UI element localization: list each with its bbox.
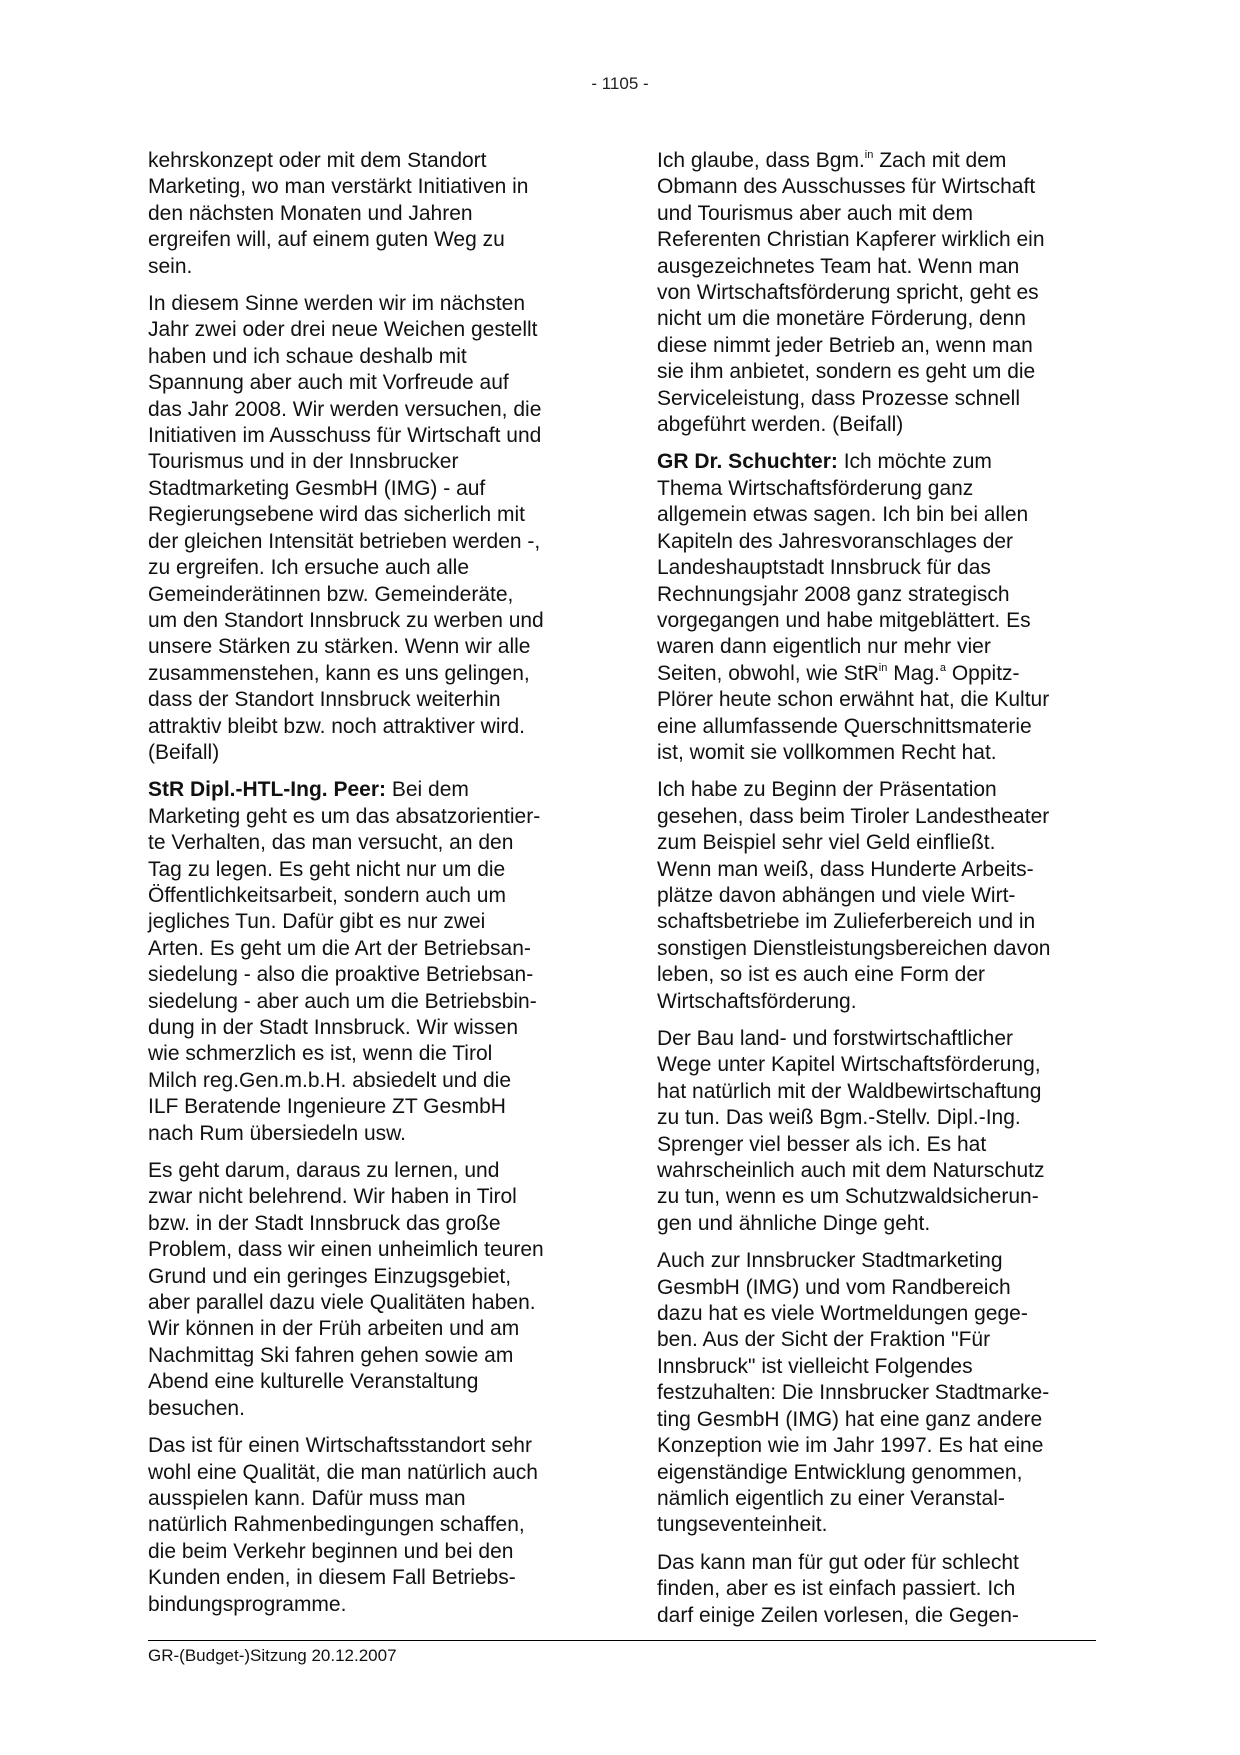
text-line: Öffentlichkeitsarbeit, sondern auch um bbox=[148, 883, 506, 907]
text-line: In diesem Sinne werden wir im nächsten bbox=[148, 292, 526, 316]
text-line: von Wirtschaftsförderung spricht, geht es bbox=[657, 281, 1039, 305]
text-line: attraktiv bleibt bzw. noch attraktiver wird. bbox=[148, 714, 525, 738]
text-line: dung in der Stadt Innsbruck. Wir wissen bbox=[148, 1016, 519, 1039]
footer-text: GR-(Budget-)Sitzung 20.12.2007 bbox=[148, 1646, 397, 1665]
text-line: plätze davon abhängen und viele Wirt- bbox=[657, 883, 1016, 907]
text-line: Milch reg.Gen.m.b.H. absiedelt und die bbox=[148, 1068, 512, 1092]
text-line: Marketing geht es um das absatzorientier- bbox=[148, 804, 541, 828]
text-line: eine allumfassende Querschnittsmaterie bbox=[657, 714, 1032, 738]
text-line: sein. bbox=[148, 254, 193, 278]
text-line: Thema Wirtschaftsförderung ganz bbox=[657, 476, 974, 500]
text-line: Rechnungsjahr 2008 ganz strategisch bbox=[657, 582, 1010, 606]
text-line: nach Rum übersiedeln usw. bbox=[148, 1121, 406, 1145]
text-line: nämlich eigentlich zu einer Veranstal- bbox=[657, 1486, 1005, 1510]
text-line: zwar nicht belehrend. Wir haben in Tirol bbox=[148, 1185, 517, 1209]
text-line: schaftsbetriebe im Zulieferbereich und in bbox=[657, 910, 1036, 934]
text-line: wahrscheinlich auch mit dem Naturschutz bbox=[657, 1159, 1045, 1183]
text-fragment: Seiten, obwohl, wie StR bbox=[657, 661, 879, 685]
speaker-name: StR Dipl.-HTL-Ing. Peer: bbox=[148, 778, 386, 802]
text-line: ben. Aus der Sicht der Fraktion "Für bbox=[657, 1328, 991, 1352]
text-line: und Tourismus aber auch mit dem bbox=[657, 201, 973, 225]
text-line: Initiativen im Ausschuss für Wirtschaft und bbox=[148, 424, 542, 448]
text-line: aber parallel dazu viele Qualitäten haben. bbox=[148, 1291, 536, 1315]
text-line: kehrskonzept oder mit dem Standort bbox=[148, 149, 487, 172]
right-column bbox=[657, 148, 1103, 1640]
text-line: Serviceleistung, dass Prozesse schnell bbox=[657, 386, 1021, 410]
text-line: zu ergreifen. Ich ersuche auch alle bbox=[148, 556, 470, 580]
text-line: vorgegangen und habe mitgeblättert. Es bbox=[657, 608, 1031, 632]
text-line: diese nimmt jeder Betrieb an, wenn man bbox=[657, 333, 1033, 357]
text-line: siedelung - also die proaktive Betriebsan- bbox=[148, 963, 534, 987]
text-line: Wir können in der Früh arbeiten und am bbox=[148, 1317, 520, 1341]
text-line: um den Standort Innsbruck zu werben und bbox=[148, 608, 544, 632]
text-line: haben und ich schaue deshalb mit bbox=[148, 344, 467, 368]
text-line: ist, womit sie vollkommen Recht hat. bbox=[657, 740, 997, 764]
text-line: Grund und ein geringes Einzugsgebiet, bbox=[148, 1264, 512, 1288]
text-line: Auch zur Innsbrucker Stadtmarketing bbox=[657, 1249, 1003, 1273]
text-line: Tourismus und in der Innsbrucker bbox=[148, 450, 459, 474]
text-line: festzuhalten: Die Innsbrucker Stadtmarke- bbox=[657, 1381, 1050, 1405]
paragraph bbox=[148, 1433, 594, 1618]
text-fragment: Oppitz- bbox=[946, 661, 1020, 685]
text-fragment: Ich möchte zum bbox=[837, 450, 992, 474]
paragraph bbox=[148, 291, 594, 766]
text-line: besuchen. bbox=[148, 1396, 245, 1420]
text-line: Nachmittag Ski fahren gehen sowie am bbox=[148, 1343, 514, 1367]
text-line: Landeshauptstadt Innsbruck für das bbox=[657, 556, 991, 580]
text-line: bindungsprogramme. bbox=[148, 1592, 347, 1616]
text-line: den nächsten Monaten und Jahren bbox=[148, 201, 473, 225]
text-line bbox=[657, 661, 1103, 687]
superscript: a bbox=[939, 661, 947, 674]
footer-divider bbox=[148, 1640, 1096, 1641]
text-fragment: Zach mit dem bbox=[873, 149, 1007, 172]
text-line: gen und ähnliche Dinge geht. bbox=[657, 1211, 931, 1235]
text-line: wie schmerzlich es ist, wenn die Tirol bbox=[148, 1042, 493, 1066]
text-line: Wege unter Kapitel Wirtschaftsförderung, bbox=[657, 1053, 1041, 1077]
paragraph bbox=[657, 1550, 1103, 1629]
text-line: ausgezeichnetes Team hat. Wenn man bbox=[657, 254, 1020, 278]
text-line: Der Bau land- und forstwirtschaftlicher bbox=[657, 1027, 1013, 1050]
text-line: abgeführt werden. (Beifall) bbox=[657, 413, 904, 437]
page-number: - 1105 - bbox=[591, 74, 649, 93]
text-line: Abend eine kulturelle Veranstaltung bbox=[148, 1370, 479, 1394]
text-line: Gemeinderätinnen bzw. Gemeinderäte, bbox=[148, 582, 514, 606]
text-line: dazu hat es viele Wortmeldungen gege- bbox=[657, 1302, 1028, 1326]
text-line bbox=[148, 777, 594, 803]
text-line: Obmann des Ausschusses für Wirtschaft bbox=[657, 175, 1036, 199]
text-line: Problem, dass wir einen unheimlich teuren bbox=[148, 1238, 544, 1262]
text-line: jegliches Tun. Dafür gibt es nur zwei bbox=[148, 910, 486, 934]
text-line: hat natürlich mit der Waldbewirtschaftung bbox=[657, 1079, 1042, 1103]
text-line: zu tun, wenn es um Schutzwaldsicherun- bbox=[657, 1185, 1039, 1209]
paragraph bbox=[657, 449, 1103, 766]
text-line: Das ist für einen Wirtschaftsstandort sehr bbox=[148, 1434, 532, 1458]
text-line: Spannung aber auch mit Vorfreude auf bbox=[148, 371, 509, 395]
text-line: Plörer heute schon erwähnt hat, die Kultur bbox=[657, 688, 1050, 712]
text-line: Das kann man für gut oder für schlecht bbox=[657, 1550, 1019, 1574]
text-line: ILF Beratende Ingenieure ZT GesmbH bbox=[148, 1095, 506, 1119]
text-line: zum Beispiel sehr viel Geld einfließt. bbox=[657, 831, 996, 855]
text-line: sie ihm anbietet, sondern es geht um die bbox=[657, 360, 1036, 384]
text-line: sonstigen Dienstleistungsbereichen davon bbox=[657, 936, 1051, 960]
text-line: allgemein etwas sagen. Ich bin bei allen bbox=[657, 503, 1029, 527]
text-line: leben, so ist es auch eine Form der bbox=[657, 963, 986, 987]
text-line: Innsbruck" ist vielleicht Folgendes bbox=[657, 1354, 973, 1378]
text-line: Stadtmarketing GesmbH (IMG) - auf bbox=[148, 476, 486, 500]
text-line: finden, aber es ist einfach passiert. Ich bbox=[657, 1577, 1016, 1601]
text-line: ting GesmbH (IMG) hat eine ganz andere bbox=[657, 1407, 1043, 1431]
text-line: bzw. in der Stadt Innsbruck das große bbox=[148, 1211, 501, 1235]
text-line: Referenten Christian Kapferer wirklich ein bbox=[657, 228, 1045, 252]
text-line: eigenständige Entwicklung genommen, bbox=[657, 1460, 1023, 1484]
text-line: Wirtschaftsförderung. bbox=[657, 989, 857, 1013]
text-line: darf einige Zeilen vorlesen, die Gegen- bbox=[657, 1603, 1019, 1627]
text-fragment: Mag. bbox=[887, 661, 940, 685]
paragraph bbox=[148, 777, 594, 1147]
paragraph bbox=[148, 1158, 594, 1422]
text-line: te Verhalten, das man versucht, an den bbox=[148, 831, 514, 855]
text-line: Konzeption wie im Jahr 1997. Es hat eine bbox=[657, 1434, 1044, 1458]
text-fragment: Bei dem bbox=[386, 778, 469, 802]
text-line: das Jahr 2008. Wir werden versuchen, die bbox=[148, 397, 542, 421]
text-line: unsere Stärken zu stärken. Wenn wir alle bbox=[148, 635, 531, 659]
text-line: Ich habe zu Beginn der Präsentation bbox=[657, 778, 997, 802]
text-line: Jahr zwei oder drei neue Weichen gestellt bbox=[148, 318, 538, 342]
text-line: natürlich Rahmenbedingungen schaffen, bbox=[148, 1513, 525, 1537]
text-line: Kunden enden, in diesem Fall Betriebs- bbox=[148, 1566, 516, 1590]
text-line: GesmbH (IMG) und vom Randbereich bbox=[657, 1275, 1011, 1299]
text-line: zusammenstehen, kann es uns gelingen, bbox=[148, 661, 530, 685]
text-fragment: Ich glaube, dass Bgm. bbox=[657, 149, 865, 172]
paragraph bbox=[148, 148, 594, 280]
text-line: Regierungsebene wird das sicherlich mit bbox=[148, 503, 526, 527]
text-line: der gleichen Intensität betrieben werden -, bbox=[148, 529, 541, 553]
paragraph bbox=[657, 148, 1103, 438]
text-line: dass der Standort Innsbruck weiterhin bbox=[148, 688, 501, 712]
paragraph bbox=[657, 1248, 1103, 1538]
text-line: Es geht darum, daraus zu lernen, und bbox=[148, 1159, 500, 1183]
text-line: wohl eine Qualität, die man natürlich auch bbox=[148, 1460, 538, 1484]
text-line: gesehen, dass beim Tiroler Landestheater bbox=[657, 804, 1050, 828]
text-line: ausspielen kann. Dafür muss man bbox=[148, 1486, 466, 1510]
text-line: (Beifall) bbox=[148, 740, 220, 764]
left-column bbox=[148, 148, 594, 1629]
superscript: in bbox=[878, 661, 888, 674]
text-line: Tag zu legen. Es geht nicht nur um die bbox=[148, 857, 506, 881]
text-line: Wenn man weiß, dass Hunderte Arbeits- bbox=[657, 857, 1034, 881]
text-line: siedelung - aber auch um die Betriebsbin- bbox=[148, 989, 537, 1013]
text-line bbox=[657, 449, 1103, 475]
superscript: in bbox=[864, 149, 874, 161]
speaker-name: GR Dr. Schuchter: bbox=[657, 450, 838, 474]
text-line: tungseventeinheit. bbox=[657, 1513, 828, 1537]
text-line: Marketing, wo man verstärkt Initiativen in bbox=[148, 175, 529, 199]
text-line: Sprenger viel besser als ich. Es hat bbox=[657, 1132, 987, 1156]
text-line: nicht um die monetäre Förderung, denn bbox=[657, 307, 1026, 331]
text-line: ergreifen will, auf einem guten Weg zu bbox=[148, 228, 505, 252]
text-line: die beim Verkehr beginnen und bei den bbox=[148, 1539, 514, 1563]
paragraph bbox=[657, 1026, 1103, 1237]
text-line: Arten. Es geht um die Art der Betriebsan- bbox=[148, 936, 531, 960]
paragraph bbox=[657, 777, 1103, 1015]
text-line: Kapiteln des Jahresvoranschlages der bbox=[657, 529, 1014, 553]
text-line: zu tun. Das weiß Bgm.-Stellv. Dipl.-Ing. bbox=[657, 1106, 1021, 1130]
text-line bbox=[657, 148, 1103, 174]
text-line: waren dann eigentlich nur mehr vier bbox=[657, 635, 991, 659]
